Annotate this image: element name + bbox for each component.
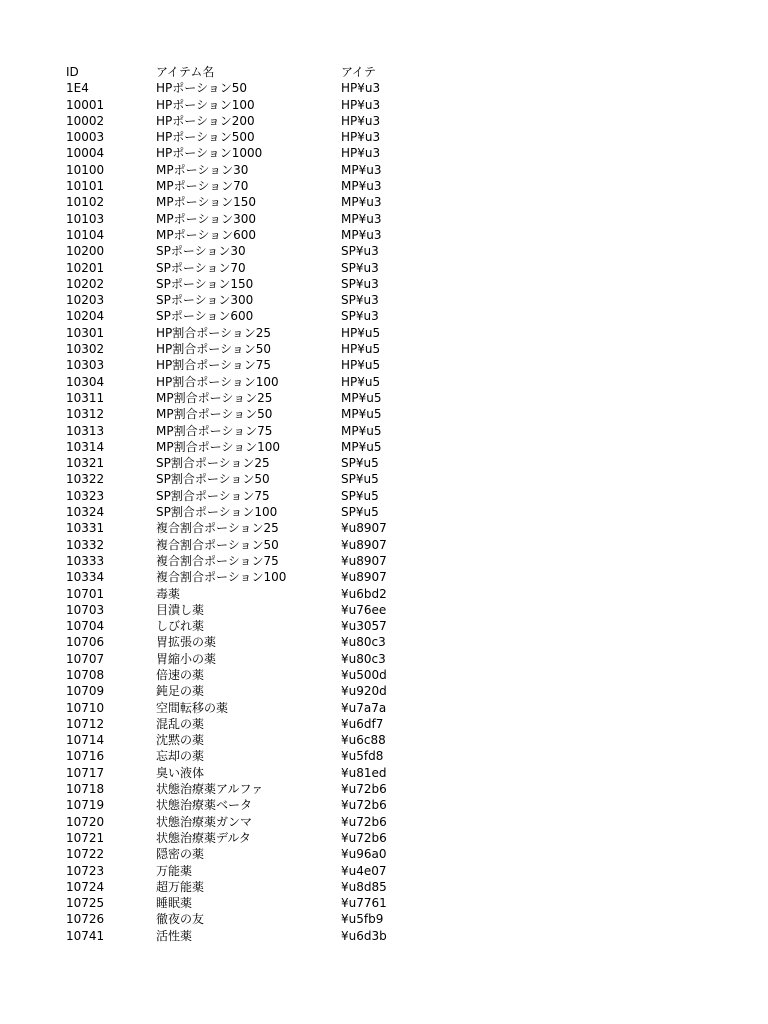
row-item-name: SPポーション150 (156, 276, 254, 291)
row-item-name: HPポーション1000 (156, 146, 263, 161)
row-id: 10714 (66, 733, 105, 748)
row-item-name: 混乱の薬 (156, 716, 205, 731)
row-id: 10725 (66, 896, 105, 911)
row-item-name: SPポーション30 (156, 244, 246, 259)
row-item-name: 睡眠薬 (156, 896, 193, 911)
table-row (66, 602, 396, 618)
table-row (66, 129, 396, 145)
row-item-key: ¥u6c88 (341, 733, 386, 748)
table-row (66, 390, 396, 406)
row-item-name: 複合割合ポーション100 (156, 570, 287, 585)
table-row (66, 357, 396, 373)
table-row (66, 537, 396, 553)
row-item-key: ¥u80c3 (341, 651, 386, 666)
row-item-name: 臭い液体 (156, 765, 205, 780)
row-item-name: MPポーション600 (156, 227, 257, 242)
row-item-key: ¥u7a7a (341, 700, 387, 715)
row-item-key: ¥u5fd8 (341, 749, 384, 764)
row-id: 10722 (66, 847, 105, 862)
table-row (66, 781, 396, 797)
table-row (66, 765, 396, 781)
table-row (66, 830, 396, 846)
row-item-name: SP割合ポーション100 (156, 505, 278, 520)
table-row (66, 879, 396, 895)
table-row (66, 488, 396, 504)
row-id: 10311 (66, 390, 105, 405)
table-row (66, 814, 396, 830)
row-item-name: 隠密の薬 (156, 847, 205, 862)
row-item-name: HP割合ポーション100 (156, 374, 279, 389)
row-item-key: ¥u8907 (341, 537, 387, 552)
row-item-name: 毒薬 (156, 586, 181, 601)
row-item-key: MP¥u5 (341, 407, 382, 422)
table-row (66, 911, 396, 927)
row-item-key: ¥u6d3b (341, 928, 387, 943)
table-row (66, 243, 396, 259)
row-item-name: 複合割合ポーション75 (156, 553, 279, 568)
row-item-name: SPポーション70 (156, 260, 246, 275)
row-item-key: ¥u8d85 (341, 879, 387, 894)
row-item-key: SP¥u5 (341, 488, 379, 503)
row-item-key: SP¥u5 (341, 472, 379, 487)
row-item-key: ¥u500d (341, 667, 387, 682)
table-row (66, 846, 396, 862)
table-row (66, 634, 396, 650)
row-id: 10202 (66, 276, 105, 291)
table-row (66, 145, 396, 161)
table-row (66, 439, 396, 455)
row-item-name: 徹夜の友 (156, 912, 205, 927)
table-row (66, 586, 396, 602)
row-item-name: MP割合ポーション50 (156, 407, 273, 422)
row-id: 10314 (66, 439, 105, 454)
row-item-name: 倍速の薬 (156, 667, 205, 682)
row-item-name: 活性薬 (156, 928, 193, 943)
table-row (66, 732, 396, 748)
table-header-row (66, 64, 396, 80)
row-item-name: HPポーション100 (156, 97, 255, 112)
row-item-name: 万能薬 (156, 863, 193, 878)
row-item-key: SP¥u3 (341, 244, 379, 259)
row-item-key: HP¥u5 (341, 374, 381, 389)
row-item-key: SP¥u3 (341, 293, 379, 308)
row-item-key: SP¥u5 (341, 456, 379, 471)
table-row (66, 374, 396, 390)
row-item-name: 鈍足の薬 (156, 684, 205, 699)
row-id: 1E4 (66, 81, 89, 96)
row-item-name: HP割合ポーション25 (156, 325, 272, 340)
row-item-key: ¥u7761 (341, 896, 387, 911)
row-id: 10323 (66, 488, 105, 503)
row-item-name: 状態治療薬ガンマ (156, 814, 253, 829)
row-id: 10333 (66, 553, 105, 568)
item-table (66, 64, 396, 944)
table-row (66, 504, 396, 520)
row-id: 10741 (66, 928, 105, 943)
row-item-key: ¥u6df7 (341, 716, 384, 731)
row-item-name: SP割合ポーション25 (156, 456, 270, 471)
row-item-name: MPポーション70 (156, 179, 249, 194)
row-item-key: SP¥u3 (341, 309, 379, 324)
row-item-name: 複合割合ポーション50 (156, 537, 279, 552)
row-item-name: MPポーション150 (156, 195, 257, 210)
row-item-name: HP割合ポーション50 (156, 342, 272, 357)
row-item-key: ¥u81ed (341, 765, 387, 780)
row-item-key: ¥u76ee (341, 602, 387, 617)
row-id: 10324 (66, 505, 105, 520)
row-item-name: MP割合ポーション25 (156, 390, 273, 405)
row-id: 10720 (66, 814, 105, 829)
table-row (66, 178, 396, 194)
row-item-key: HP¥u3 (341, 81, 381, 96)
row-id: 10701 (66, 586, 105, 601)
header-item-key: アイテ (341, 65, 376, 79)
row-id: 10703 (66, 602, 105, 617)
table-row (66, 667, 396, 683)
row-item-name: MP割合ポーション75 (156, 423, 273, 438)
table-row (66, 211, 396, 227)
table-row (66, 569, 396, 585)
table-row (66, 292, 396, 308)
table-row (66, 227, 396, 243)
row-item-name: MPポーション300 (156, 211, 257, 226)
row-item-name: 胃拡張の薬 (156, 635, 217, 650)
row-id: 10101 (66, 179, 105, 194)
row-item-name: SPポーション300 (156, 293, 254, 308)
row-id: 10204 (66, 309, 105, 324)
row-id: 10103 (66, 211, 105, 226)
row-id: 10704 (66, 619, 105, 634)
row-item-name: 胃縮小の薬 (156, 651, 217, 666)
row-item-key: ¥u920d (341, 684, 387, 699)
row-id: 10301 (66, 325, 105, 340)
row-item-name: HP割合ポーション75 (156, 358, 272, 373)
row-item-key: ¥u72b6 (341, 830, 387, 845)
row-id: 10312 (66, 407, 105, 422)
table-row (66, 423, 396, 439)
row-item-name: HPポーション50 (156, 81, 248, 96)
row-id: 10201 (66, 260, 105, 275)
row-item-key: ¥u72b6 (341, 782, 387, 797)
row-item-name: 空間転移の薬 (156, 700, 229, 715)
row-item-name: MPポーション30 (156, 162, 249, 177)
row-item-key: ¥u5fb9 (341, 912, 384, 927)
row-item-key: HP¥u5 (341, 342, 381, 357)
row-item-key: ¥u8907 (341, 570, 387, 585)
row-id: 10200 (66, 244, 105, 259)
row-id: 10004 (66, 146, 105, 161)
table-row (66, 113, 396, 129)
row-item-key: SP¥u3 (341, 276, 379, 291)
row-id: 10104 (66, 227, 105, 242)
row-id: 10707 (66, 651, 105, 666)
row-id: 10331 (66, 521, 105, 536)
row-item-key: HP¥u3 (341, 97, 381, 112)
row-id: 10716 (66, 749, 105, 764)
row-item-name: HPポーション200 (156, 113, 255, 128)
row-id: 10303 (66, 358, 105, 373)
table-row (66, 406, 396, 422)
row-item-name: SP割合ポーション50 (156, 472, 270, 487)
row-item-key: MP¥u5 (341, 439, 382, 454)
row-id: 10002 (66, 113, 105, 128)
row-item-name: 沈黙の薬 (156, 733, 205, 748)
table-row (66, 260, 396, 276)
table-row (66, 471, 396, 487)
row-id: 10001 (66, 97, 105, 112)
row-id: 10313 (66, 423, 105, 438)
table-row (66, 276, 396, 292)
row-item-key: ¥u4e07 (341, 863, 387, 878)
table-row (66, 455, 396, 471)
row-id: 10726 (66, 912, 105, 927)
table-body (66, 80, 396, 944)
row-id: 10332 (66, 537, 105, 552)
row-item-key: MP¥u3 (341, 162, 382, 177)
table-row (66, 325, 396, 341)
row-item-name: しびれ薬 (156, 619, 205, 634)
table-row (66, 80, 396, 96)
row-item-key: ¥u8907 (341, 521, 387, 536)
row-id: 10321 (66, 456, 105, 471)
row-item-name: SPポーション600 (156, 309, 254, 324)
row-id: 10334 (66, 570, 105, 585)
row-item-name: MP割合ポーション100 (156, 439, 281, 454)
row-item-name: 状態治療薬ベータ (156, 798, 253, 813)
table-row (66, 748, 396, 764)
row-item-key: HP¥u5 (341, 325, 381, 340)
row-item-name: 目潰し薬 (156, 602, 205, 617)
row-id: 10719 (66, 798, 105, 813)
row-id: 10718 (66, 782, 105, 797)
row-item-key: SP¥u3 (341, 260, 379, 275)
row-id: 10721 (66, 830, 105, 845)
row-id: 10100 (66, 162, 105, 177)
row-item-key: MP¥u3 (341, 195, 382, 210)
table-row (66, 683, 396, 699)
row-item-key: HP¥u3 (341, 146, 381, 161)
row-item-name: 超万能薬 (156, 879, 205, 894)
row-id: 10717 (66, 765, 105, 780)
row-item-key: HP¥u5 (341, 358, 381, 373)
table-row (66, 341, 396, 357)
row-id: 10708 (66, 667, 105, 682)
row-id: 10322 (66, 472, 105, 487)
header-id: ID (66, 65, 79, 79)
header-item-name: アイテム名 (156, 65, 215, 79)
row-item-key: MP¥u3 (341, 179, 382, 194)
row-id: 10712 (66, 716, 105, 731)
row-id: 10304 (66, 374, 105, 389)
row-item-key: ¥u3057 (341, 619, 387, 634)
row-item-key: SP¥u5 (341, 505, 379, 520)
row-item-key: MP¥u3 (341, 227, 382, 242)
row-id: 10102 (66, 195, 105, 210)
table-row (66, 797, 396, 813)
row-item-name: 状態治療薬デルタ (156, 830, 251, 845)
table-row (66, 618, 396, 634)
row-item-name: 状態治療薬アルファ (156, 782, 264, 797)
table-row (66, 716, 396, 732)
row-item-key: HP¥u3 (341, 113, 381, 128)
table-row (66, 194, 396, 210)
table-row (66, 553, 396, 569)
table-row (66, 895, 396, 911)
row-id: 10710 (66, 700, 105, 715)
row-id: 10723 (66, 863, 105, 878)
table-row (66, 308, 396, 324)
row-item-key: MP¥u3 (341, 211, 382, 226)
table-row (66, 97, 396, 113)
row-item-key: MP¥u5 (341, 390, 382, 405)
row-item-name: 忘却の薬 (156, 749, 205, 764)
row-id: 10724 (66, 879, 105, 894)
row-item-key: ¥u80c3 (341, 635, 386, 650)
table-row (66, 928, 396, 944)
table-row (66, 520, 396, 536)
row-id: 10203 (66, 293, 105, 308)
table-row (66, 162, 396, 178)
row-item-key: ¥u72b6 (341, 798, 387, 813)
row-id: 10003 (66, 130, 105, 145)
row-item-name: HPポーション500 (156, 130, 255, 145)
row-item-key: ¥u72b6 (341, 814, 387, 829)
row-item-key: MP¥u5 (341, 423, 382, 438)
row-id: 10302 (66, 342, 105, 357)
row-item-name: SP割合ポーション75 (156, 488, 270, 503)
row-id: 10706 (66, 635, 105, 650)
table-row (66, 863, 396, 879)
table-row (66, 651, 396, 667)
row-item-key: ¥u96a0 (341, 847, 387, 862)
row-item-key: ¥u6bd2 (341, 586, 387, 601)
table-row (66, 700, 396, 716)
row-item-key: HP¥u3 (341, 130, 381, 145)
row-item-key: ¥u8907 (341, 553, 387, 568)
row-id: 10709 (66, 684, 105, 699)
row-item-name: 複合割合ポーション25 (156, 521, 279, 536)
